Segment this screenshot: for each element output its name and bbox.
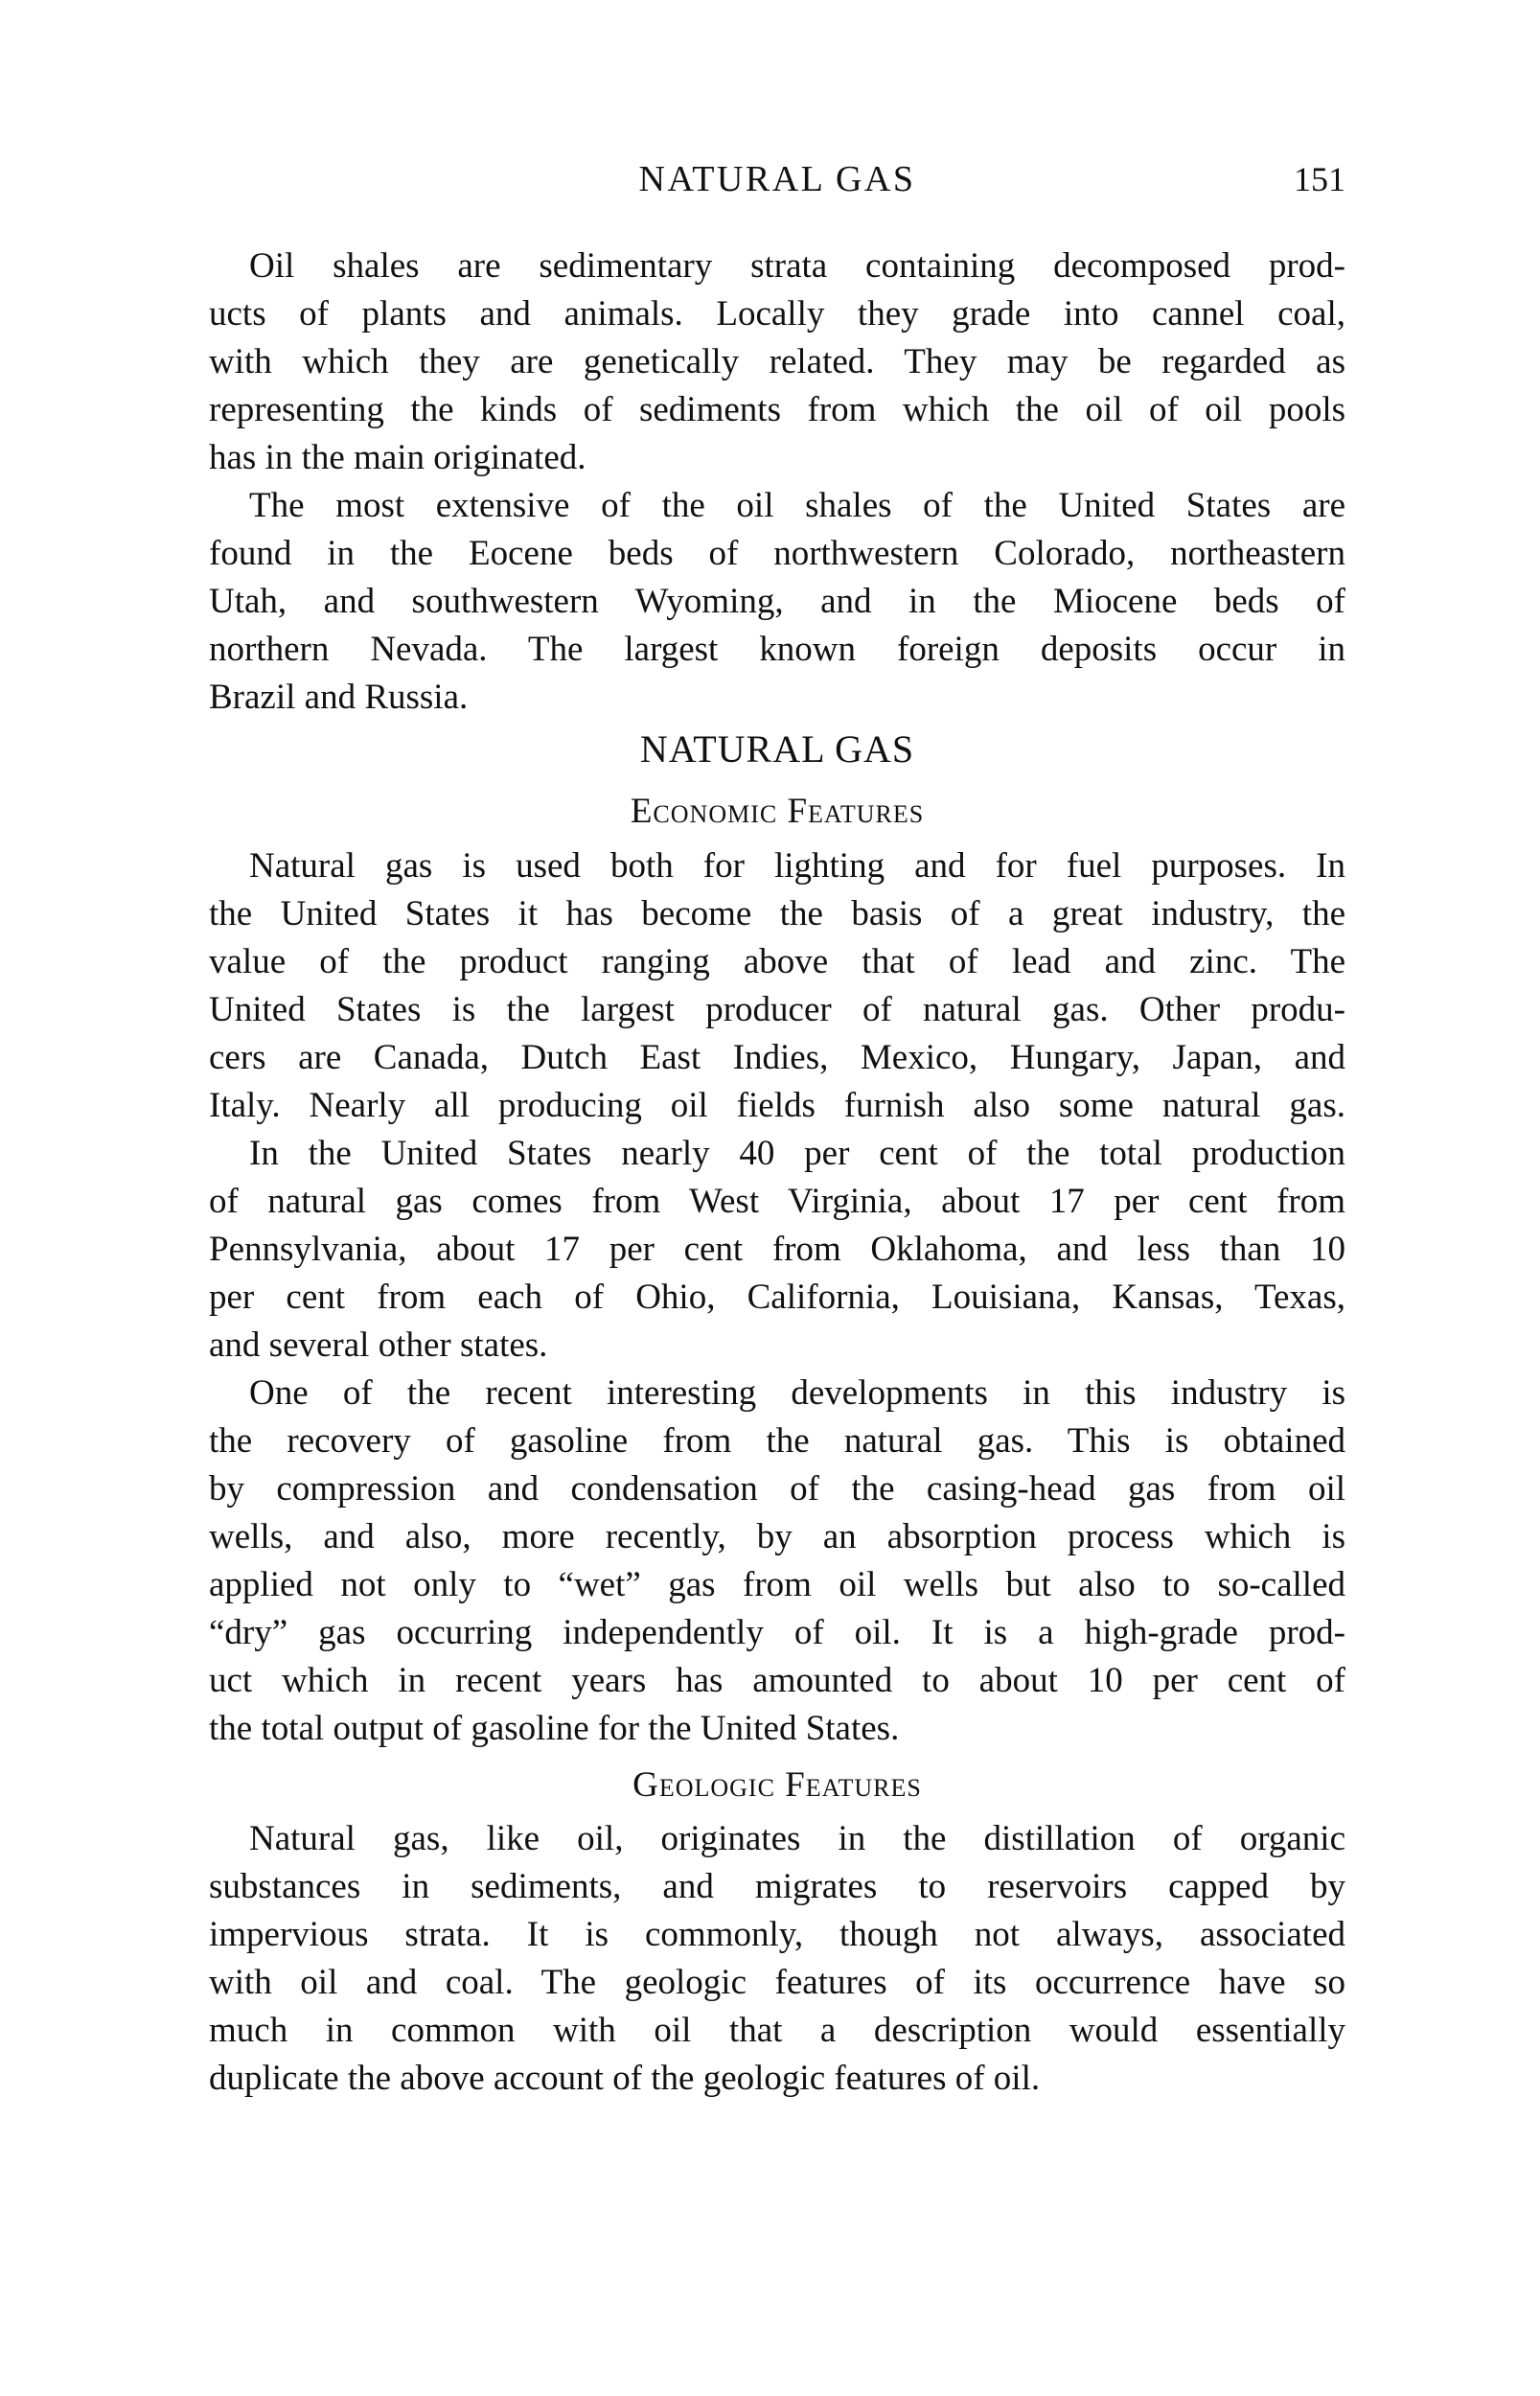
text-line: Natural gas is used both for lighting and for fuel purposes. In [249,846,1345,886]
text-line: Italy. Nearly all producing oil fields furnish also some natural gas. [209,1086,1345,1125]
text-line: Pennsylvania, about 17 per cent from Oklahoma, and less than 10 [209,1230,1345,1269]
text-line: northern Nevada. The largest known foreign deposits occur in [209,630,1345,669]
text-line: Utah, and southwestern Wyoming, and in the Miocene beds of [209,582,1345,621]
text-line: Oil shales are sedimentary strata containing decomposed prod- [249,246,1345,286]
text-line: and several other states. [209,1325,548,1365]
subsection-heading-geologic-features: Geologic Features [632,1765,922,1805]
text-line: with which they are genetically related. They may be regarded as [209,342,1345,381]
text-line: uct which in recent years has amounted to about 10 per cent of [209,1661,1345,1700]
page-number: 151 [1294,160,1345,198]
text-line: value of the product ranging above that of lead and zinc. The [209,942,1345,981]
text-line: substances in sediments, and migrates to reservoirs capped by [209,1867,1345,1906]
text-line: the recovery of gasoline from the natural gas. This is obtained [209,1421,1345,1461]
text-line: wells, and also, more recently, by an absorption process which is [209,1517,1345,1556]
text-line: the total output of gasoline for the United States. [209,1709,900,1748]
text-line: cers are Canada, Dutch East Indies, Mexico, Hungary, Japan, and [209,1038,1345,1077]
text-line: duplicate the above account of the geologic features of oil. [209,2059,1041,2098]
text-line: impervious strata. It is commonly, though not always, associated [209,1915,1345,1954]
section-heading-natural-gas: NATURAL GAS [639,727,915,771]
text-line: by compression and condensation of the casing-head gas from oil [209,1469,1345,1509]
text-line: much in common with oil that a description would essentially [209,2011,1345,2050]
text-line: One of the recent interesting developments in this industry is [249,1373,1345,1413]
text-line: representing the kinds of sediments from which the oil of oil pools [209,390,1345,429]
text-line: In the United States nearly 40 per cent of the total production [249,1134,1345,1173]
text-line: the United States it has become the basis of a great industry, the [209,894,1345,933]
text-line: The most extensive of the oil shales of the United States are [249,486,1345,525]
text-line: United States is the largest producer of natural gas. Other produ- [209,990,1345,1029]
text-line: ucts of plants and animals. Locally they grade into cannel coal, [209,294,1345,334]
running-head [0,158,1540,200]
text-line: per cent from each of Ohio, California, Louisiana, Kansas, Texas, [209,1278,1345,1317]
subsection-heading-economic-features: Economic Features [630,792,925,831]
text-line: Natural gas, like oil, originates in the distillation of organic [249,1819,1345,1858]
text-line: found in the Eocene beds of northwestern Colorado, northeastern [209,534,1345,573]
text-line: with oil and coal. The geologic features of its occurrence have so [209,1963,1345,2002]
text-line: of natural gas comes from West Virginia, about 17 per cent from [209,1182,1345,1221]
text-line: has in the main originated. [209,438,586,477]
text-line: Brazil and Russia. [209,678,469,717]
running-head-title: NATURAL GAS [638,159,916,199]
text-line: applied not only to “wet” gas from oil wells but also to so-called [209,1565,1345,1604]
text-line: “dry” gas occurring independently of oil. It is a high-grade prod- [209,1613,1345,1652]
